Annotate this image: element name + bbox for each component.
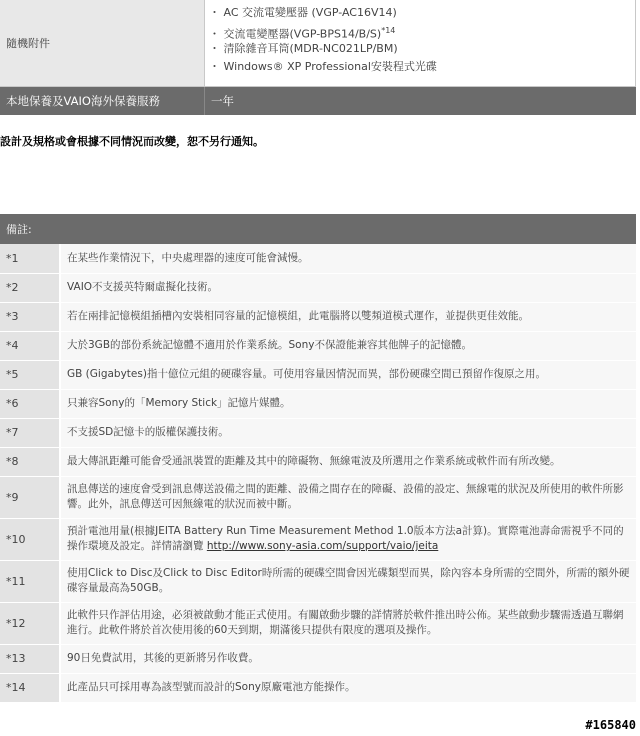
note-number: *14 <box>0 673 60 702</box>
note-row <box>0 273 636 302</box>
note-text-content: 使用Click to Disc及Click to Disc Editor時所需的硬碟空間會因光碟類型而異，除內容本身所需的空間外，所需的額外硬碟容量最高為50GB。 <box>67 567 630 594</box>
note-number: *4 <box>0 331 60 360</box>
note-text <box>60 302 636 331</box>
note-row <box>0 447 636 476</box>
note-row <box>0 476 636 518</box>
disclaimer-text: 設計及規格或會根據不同情況而改變，恕不另行通知。 <box>0 135 264 148</box>
note-row <box>0 331 636 360</box>
note-text-content: 在某些作業情況下，中央處理器的速度可能會減慢。 <box>67 251 309 264</box>
note-text <box>60 602 636 644</box>
accessories-list <box>205 0 636 86</box>
spec-table <box>0 0 636 115</box>
note-text-content: 不支援SD記憶卡的版權保護技術。 <box>67 426 229 438</box>
note-number: *7 <box>0 418 60 447</box>
note-text <box>60 418 636 447</box>
note-number: *2 <box>0 273 60 302</box>
note-row <box>0 518 636 560</box>
note-text-content: 訊息傳送的速度會受到訊息傳送設備之間的距離、設備之間存在的障礙、設備的設定、無線電的狀況及所使用的軟件所影響。此外，訊息傳送可因無線電的狀況而被中斷。 <box>67 483 624 510</box>
note-row <box>0 418 636 447</box>
note-text-content: 此產品只可採用專為該型號而設計的Sony原廠電池方能操作。 <box>67 681 356 693</box>
accessory-item: ・ 交流電變壓器$(VGP-BPS14/B/S)^{*14}$ <box>209 26 396 41</box>
note-text-content: 90日免費試用，其後的更新將另作收費。 <box>67 652 259 664</box>
note-text-content: GB (Gigabytes)指十億位元組的硬碟容量。可使用容量因情況而異，部份硬碟空間已預留作復原之用。 <box>67 368 546 380</box>
note-number: *6 <box>0 389 60 418</box>
note-number: *1 <box>0 244 60 273</box>
note-text <box>60 518 636 560</box>
note-text <box>60 644 636 673</box>
accessory-item: ・ Windows® XP Professional安裝程式光碟 <box>209 60 437 73</box>
note-text-content: 只兼容Sony的「Memory Stick」記憶片媒體。 <box>67 397 291 409</box>
note-text-content: 最大傳訊距離可能會受通訊裝置的距離及其中的障礙物、無線電波及所選用之作業系統或軟件而有所改變。 <box>67 455 561 467</box>
note-row <box>0 644 636 673</box>
service-label: 本地保養及VAIO海外保養服務 <box>0 86 205 115</box>
note-row <box>0 360 636 389</box>
note-row <box>0 673 636 702</box>
note-text <box>60 476 636 518</box>
service-row <box>0 86 636 115</box>
note-text <box>60 389 636 418</box>
note-text-content: 預計電池用量(根據JEITA Battery Run Time Measurement Method 1.0版本方法a計算)。實際電池壽命需視乎不同的操作環境及設定。詳情請瀏覽 <box>67 525 624 552</box>
note-text-content: VAIO不支援英特爾虛擬化技術。 <box>67 281 219 293</box>
note-text <box>60 331 636 360</box>
note-row <box>0 244 636 273</box>
accessories-row <box>0 0 636 86</box>
note-number: *13 <box>0 644 60 673</box>
note-row <box>0 302 636 331</box>
note-text <box>60 244 636 273</box>
accessories-label: 隨機附件 <box>0 0 205 86</box>
note-number: *12 <box>0 602 60 644</box>
note-row <box>0 389 636 418</box>
notes-header: 備註: <box>0 214 636 244</box>
watermark: #165840 <box>585 718 636 732</box>
accessory-item: ・ AC 交流電變壓器 (VGP-AC16V14) <box>209 6 397 19</box>
note-text-content: 若在兩排記憶模組插槽內安裝相同容量的記憶模組，此電腦將以雙頻道模式運作，並提供更佳效能。 <box>67 310 529 322</box>
note-text <box>60 273 636 302</box>
note-number: *10 <box>0 518 60 560</box>
note-text <box>60 447 636 476</box>
notes-table <box>0 214 636 703</box>
jeita-link[interactable]: http://www.sony-asia.com/support/vaio/jeita <box>206 540 439 552</box>
note-text <box>60 560 636 602</box>
note-row <box>0 602 636 644</box>
accessory-item: ・ 清除雜音耳筒(MDR-NC021LP/BM) <box>209 42 398 55</box>
note-number: *3 <box>0 302 60 331</box>
note-text-content: 此軟件只作評估用途，必須被啟動才能正式使用。有關啟動步驟的詳情將於軟件推出時公佈。某些啟動步驟需透過互聯網進行。此軟件將於首次使用後的60天到期，期滿後只提供有限度的選項及操作。 <box>67 609 624 636</box>
note-number: *9 <box>0 476 60 518</box>
note-text <box>60 360 636 389</box>
note-number: *11 <box>0 560 60 602</box>
note-row <box>0 560 636 602</box>
note-number: *5 <box>0 360 60 389</box>
note-number: *8 <box>0 447 60 476</box>
note-text <box>60 673 636 702</box>
service-value: 一年 <box>205 86 636 115</box>
note-text-content: 大於3GB的部份系統記憶體不適用於作業系統。Sony不保證能兼容其他牌子的記憶體。 <box>67 339 472 351</box>
